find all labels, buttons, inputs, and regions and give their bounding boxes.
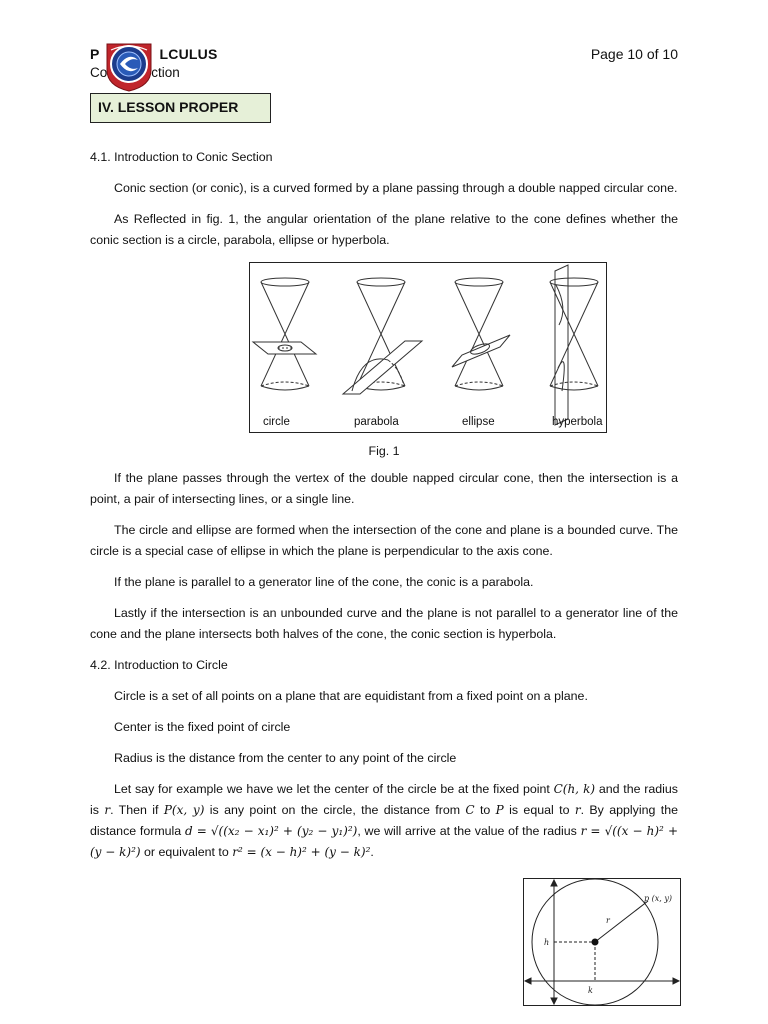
paragraph: Center is the fixed point of circle (114, 720, 291, 734)
circle-coordinate-figure (523, 878, 681, 1006)
paragraph: If the plane is parallel to a generator line of the cone, the conic is a parabola. (114, 575, 534, 589)
ellipse-cone-diagram (452, 278, 510, 390)
fig-label-parabola: parabola (354, 416, 399, 428)
paragraph: Lastly if the intersection is an unbounded curve and the plane is not parallel to a generator line of the cone and the plane intersects both halves of the cone, the conic section is hyperbola. (90, 606, 678, 641)
paragraph: The circle and ellipse are formed when the intersection of the cone and plane is a bounded curve. The circle is a special case of ellipse in which the plane is perpendicular to the axis cone. (90, 523, 678, 558)
parabola-cone-diagram (343, 278, 422, 394)
paragraph: Conic section (or conic), is a curved formed by a plane passing through a double napped circular cone. (114, 181, 678, 195)
fig-label-hyperbola: hyperbola (552, 416, 603, 428)
section-4-1 (90, 147, 678, 251)
hyperbola-cone-diagram (550, 265, 598, 425)
circle-cone-diagram (253, 278, 316, 390)
page-number: Page 10 of 10 (590, 46, 678, 62)
module-subtitle: Co ction (90, 65, 180, 80)
radius-label: r (606, 916, 610, 925)
paragraph: Radius is the distance from the center to any point of the circle (114, 751, 457, 765)
radius-derivation-paragraph: Let say for example we have we let the center of the circle be at the fixed point C(h, k) and the radius is r. Then if P(x, y) is any point on the circle, the distance from C to P is equal to r. By applying the distance formula d = √((x₂ − x₁)² + (y₂ − y₁)²), we will arrive at the value of the radius r = √((x − h)² + (y − k)²) or equivalent to r² = (x − h)² + (y − k)². (90, 782, 678, 859)
radius-formula: r = √((x − h)² + (y − k)²) (90, 824, 678, 859)
lesson-proper-heading: IV. LESSON PROPER (90, 93, 271, 123)
h-label: h (544, 938, 550, 947)
distance-formula: d = √((x₂ − x₁)² + (y₂ − y₁)²) (184, 824, 358, 838)
section-heading: 4.1. Introduction to Conic Section (90, 150, 273, 164)
paragraph: Circle is a set of all points on a plane that are equidistant from a fixed point on a plane. (114, 689, 588, 703)
fig-label-ellipse: ellipse (462, 416, 495, 428)
figure-caption: Fig. 1 (368, 444, 400, 458)
k-label: k (588, 986, 593, 995)
circle-equation: r² = (x − h)² + (y − k)² (232, 845, 371, 859)
course-title: P LCULUS (90, 46, 218, 62)
paragraph: As Reflected in fig. 1, the angular orientation of the plane relative to the cone defines whether the conic section is a circle, parabola, ellipse or hyperbola. (90, 212, 678, 247)
fig-label-circle: circle (263, 416, 290, 428)
school-seal-logo (101, 40, 157, 92)
point-label: p (x, y) (644, 894, 673, 903)
paragraph: If the plane passes through the vertex of the double napped circular cone, then the intersection is a point, a pair of intersecting lines, or a single line. (90, 471, 678, 506)
section-heading: 4.2. Introduction to Circle (90, 658, 228, 672)
conic-sections-figure (249, 262, 607, 433)
section-4-1-continued (90, 468, 678, 863)
